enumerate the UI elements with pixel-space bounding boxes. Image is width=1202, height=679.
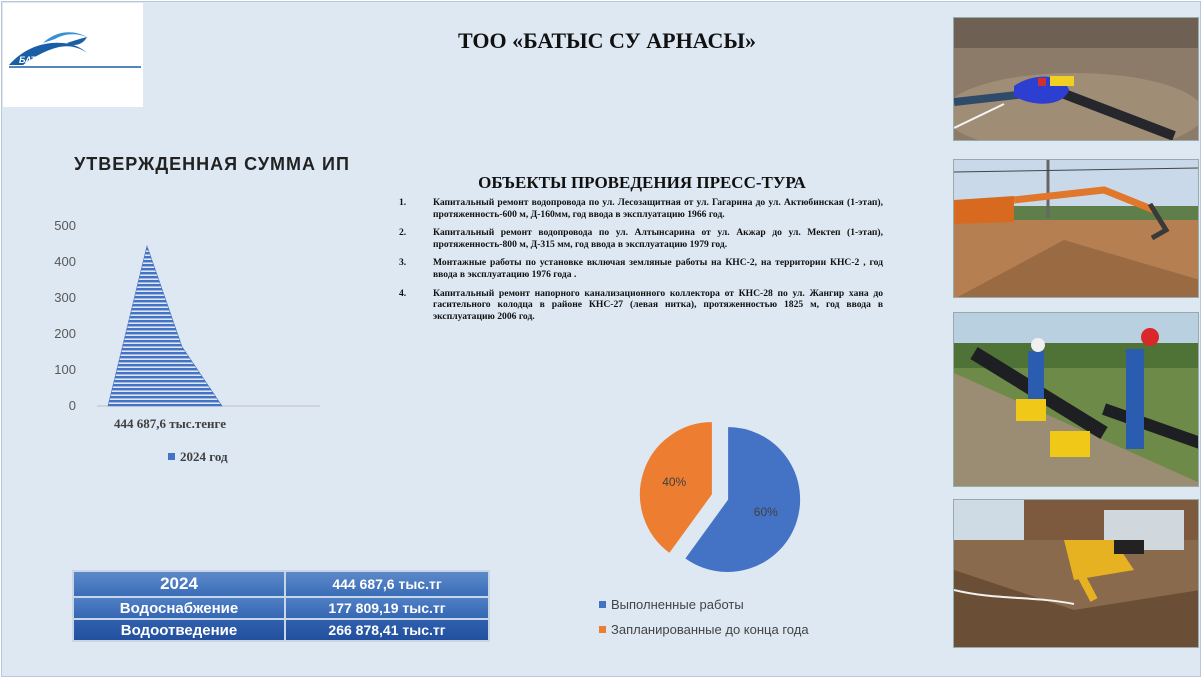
table-cell-label: Водоотведение: [73, 619, 285, 641]
y-tick-label: 100: [54, 362, 76, 377]
y-tick-label: 500: [54, 218, 76, 233]
legend-label: Выполненные работы: [611, 597, 744, 612]
table-cell-value: 444 687,6 тыс.тг: [285, 571, 489, 597]
table-cell-label: 2024: [73, 571, 285, 597]
legend-label: 2024 год: [180, 449, 228, 464]
list-item: [397, 288, 883, 323]
pie-data-label: 40%: [662, 475, 687, 490]
table-cell-label: Водоснабжение: [73, 597, 285, 619]
pie-data-label: 60%: [753, 504, 778, 519]
legend-label: Запланированные до конца года: [611, 622, 809, 637]
table-cell-value: 177 809,19 тыс.тг: [285, 597, 489, 619]
item-text: Капитальный ремонт водопровода по ул. Лесозащитная от ул. Гагарина до ул. Актюбинская (1-этап), протяженность-600 м, Д-160мм, год ввода в эксплуатацию 1966 год.: [433, 197, 883, 220]
legend-swatch: [168, 453, 175, 460]
x-category-label: 444 687,6 тыс.тенге: [114, 416, 226, 431]
item-number: 4.: [399, 287, 407, 299]
legend-item-planned: [599, 617, 809, 642]
table-cell-value: 266 878,41 тыс.тг: [285, 619, 489, 641]
company-logo: [3, 3, 143, 107]
item-text: Капитальный ремонт напорного канализационного коллектора от КНС-28 по ул. Жангир хана до гасительного колодца в районе КНС-27 (левая нитка), протяженностью 1825 м, год ввода в эксплуатацию 2006 год.: [433, 287, 883, 322]
area-chart: [42, 212, 342, 472]
photo-backhoe-trench: [953, 499, 1199, 648]
objects-list: [397, 197, 883, 329]
logo-wave-icon: [3, 3, 143, 107]
y-tick-label: 200: [54, 326, 76, 341]
item-number: 3.: [399, 257, 407, 269]
y-tick-label: 0: [68, 398, 76, 413]
table-row: [73, 619, 489, 641]
legend-item-completed: [599, 592, 809, 617]
summary-table: [72, 570, 490, 642]
list-item: [397, 227, 883, 250]
table-row: [73, 597, 489, 619]
photo-pipe-repair: [953, 17, 1199, 141]
svg-text:БАТЫС СУ АРНАСЫ: БАТЫС СУ АРНАСЫ: [19, 55, 110, 65]
item-number: 1.: [399, 197, 407, 208]
objects-section-title: ОБЪЕКТЫ ПРОВЕДЕНИЯ ПРЕСС-ТУРА: [478, 173, 806, 192]
y-tick-label: 400: [54, 254, 76, 269]
item-number: 2.: [399, 227, 407, 239]
pie-legend: [599, 592, 809, 642]
item-text: Капитальный ремонт водопровода по ул. Алтынсарина от ул. Акжар до ул. Мектеп (1-этап), протяженность-800 м, Д-315 мм, год ввода в эксплуатацию 1979 год.: [433, 227, 883, 250]
photo-excavator: [953, 159, 1199, 298]
area-series-2024: [108, 246, 222, 406]
slide-title: ТОО «БАТЫС СУ АРНАСЫ»: [458, 28, 756, 53]
list-item: [397, 197, 883, 220]
photo-workers-pipe-welding: [953, 312, 1199, 487]
slide: [1, 1, 1201, 677]
y-tick-label: 300: [54, 290, 76, 305]
table-row: [73, 571, 489, 597]
legend-swatch: [599, 626, 606, 633]
chart-title: УТВЕРЖДЕННАЯ СУММА ИП: [74, 154, 350, 174]
list-item: [397, 257, 883, 280]
legend-swatch: [599, 601, 606, 608]
pie-chart: [632, 417, 802, 577]
item-text: Монтажные работы по установке включая земляные работы на КНС-2, на территории КНС-2 , год ввода в эксплуатацию 1976 года .: [433, 257, 883, 280]
